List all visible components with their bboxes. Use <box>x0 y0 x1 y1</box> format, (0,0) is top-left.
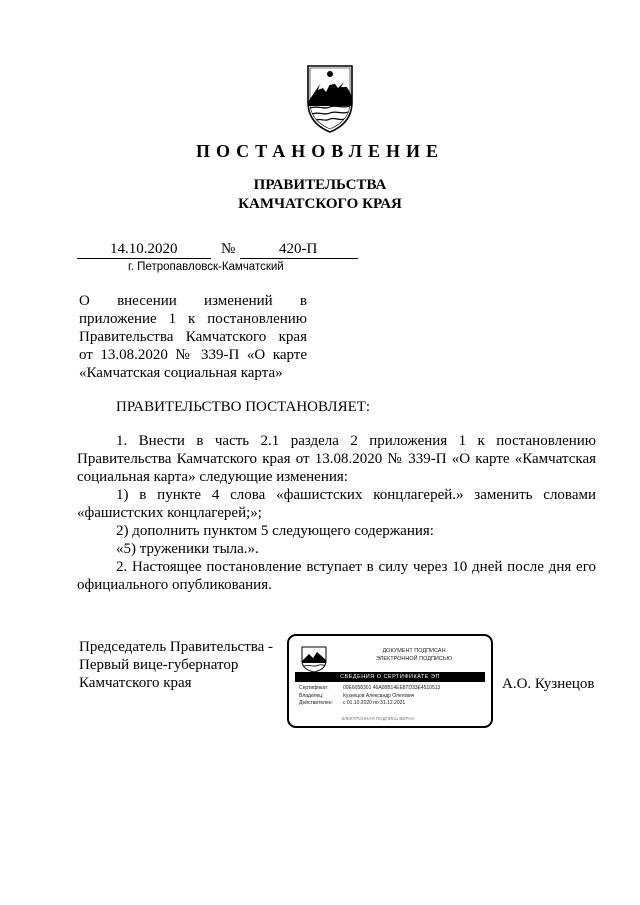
body-paragraph: 1) в пункте 4 слова «фашистских концлагерей.» заменить словами «фашистских концлагерей;»; <box>77 487 596 521</box>
body-paragraph: 2. Настоящее постановление вступает в силу через 10 дней после дня его официального опубликования. <box>77 559 596 593</box>
issue-city: г. Петропавловск-Камчатский <box>128 261 284 273</box>
body-paragraph: «5) труженики тыла.». <box>116 541 259 557</box>
row-value: Кузнецов Александр Олегович <box>343 692 415 699</box>
certificate-details <box>299 685 440 708</box>
signatory-title <box>79 638 273 692</box>
row-value: с 01.10.2020 по 31.12.2021 <box>343 700 406 706</box>
signatory-title-line: Первый вице-губернатор <box>79 657 239 673</box>
signatory-name: А.О. Кузнецов <box>502 676 595 692</box>
document-number: 420-П <box>279 241 318 257</box>
subject-line: «Камчатская социальная карта» <box>79 365 283 381</box>
coat-of-arms-seal-icon <box>299 645 329 673</box>
row-key: Действителен: <box>299 700 333 706</box>
signatory-title-line: Председатель Правительства - <box>79 639 274 655</box>
document-type-title: ПОСТАНОВЛЕНИЕ <box>195 141 445 161</box>
stamp-footer: ЭЛЕКТРОННАЯ ПОДПИСЬ ВЕРНА <box>341 716 415 721</box>
body-paragraph: 1. Внести в часть 2.1 раздела 2 приложения 1 к постановлению Правительства Камчатского края от 13.08.2020 № 339-П «О карте «Камчатская социальная карта» следующие изменения: <box>77 433 596 485</box>
kamchatka-coat-of-arms-icon <box>300 62 360 134</box>
issuer-block <box>0 176 640 214</box>
signatory-title-line: Камчатского края <box>79 675 192 691</box>
signed-label-line: ДОКУМЕНТ ПОДПИСАН <box>382 648 446 654</box>
certificate-row <box>299 700 440 708</box>
number-underline <box>240 258 358 259</box>
certificate-row <box>299 693 440 701</box>
row-key: Владелец: <box>299 692 324 699</box>
document-body <box>77 432 596 594</box>
signed-label-line: ЭЛЕКТРОННОЙ ПОДПИСЬЮ <box>375 656 453 662</box>
document-date: 14.10.2020 <box>110 241 178 257</box>
subject-line: от 13.08.2020 № 339-П «О карте <box>79 347 307 363</box>
issuer-line-1: ПРАВИТЕЛЬСТВА <box>253 177 387 193</box>
number-sign: № <box>221 241 236 257</box>
resolves-heading: ПРАВИТЕЛЬСТВО ПОСТАНОВЛЯЕТ: <box>116 399 371 415</box>
date-underline <box>77 258 211 259</box>
issuer-line-2: КАМЧАТСКОГО КРАЯ <box>238 196 402 212</box>
body-paragraph: 2) дополнить пунктом 5 следующего содержания: <box>116 523 434 539</box>
e-signature-stamp <box>287 634 493 728</box>
document-subject <box>79 292 307 382</box>
subject-line: приложение 1 к постановлению <box>79 311 307 327</box>
certificate-band: СВЕДЕНИЯ О СЕРТИФИКАТЕ ЭП <box>295 672 485 682</box>
row-key: Сертификат: <box>299 685 329 691</box>
certificate-row <box>299 685 440 693</box>
subject-line: Правительства Камчатского края <box>79 329 307 345</box>
row-value: 00E6058301 46A08B14EE87D33E4510513 <box>343 685 441 691</box>
signed-label <box>341 647 487 663</box>
subject-line: О внесении изменений в <box>79 293 307 309</box>
